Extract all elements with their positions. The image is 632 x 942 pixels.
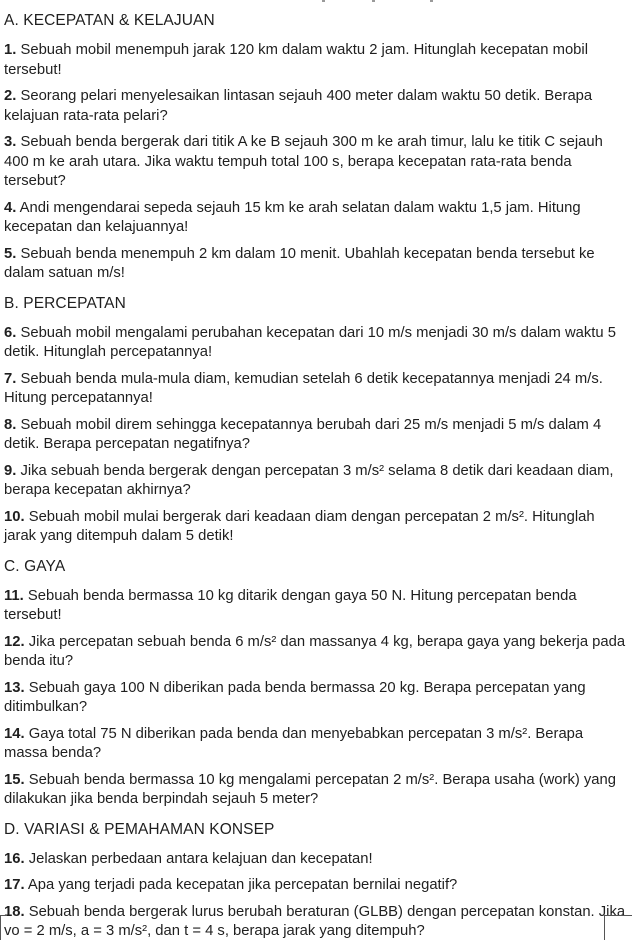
question-text: Gaya total 75 N diberikan pada benda dan menyebabkan percepatan 3 m/s². Berapa massa benda? (4, 725, 584, 761)
section-b (4, 293, 628, 547)
question-item (4, 679, 628, 718)
question-number: 2. (4, 88, 17, 104)
question-text: Andi mengendarai sepeda sejauh 15 km ke arah selatan dalam waktu 1,5 jam. Hitung kecepatan dan kelajuannya! (4, 199, 581, 235)
question-text: Sebuah benda menempuh 2 km dalam 10 menit. Ubahlah kecepatan benda tersebut ke dalam satuan m/s! (4, 245, 595, 281)
section-heading: B. PERCEPATAN (4, 294, 126, 312)
question-text: Sebuah mobil menempuh jarak 120 km dalam waktu 2 jam. Hitunglah kecepatan mobil tersebut! (4, 42, 588, 78)
answer-box-right-edge (604, 915, 632, 940)
question-item (4, 850, 628, 870)
question-number: 4. (4, 199, 17, 216)
question-item (4, 587, 628, 626)
question-text: Sebuah mobil direm sehingga kecepatannya berubah dari 25 m/s menjadi 5 m/s dalam 4 detik. Berapa percepatan negatifnya? (4, 416, 602, 452)
question-text: Sebuah benda bermassa 10 kg ditarik dengan gaya 50 N. Hitung percepatan benda tersebut! (4, 587, 577, 623)
question-text: Jika sebuah benda bergerak dengan percepatan 3 m/s² selama 8 detik dari keadaan diam, berapa kecepatan akhirnya? (4, 462, 614, 498)
question-item (4, 199, 628, 238)
question-number: 5. (4, 245, 17, 262)
question-number: 8. (4, 416, 17, 433)
question-item (4, 416, 628, 455)
section-heading: A. KECEPATAN & KELAJUAN (4, 12, 215, 29)
question-number: 1. (4, 42, 17, 58)
question-text: Jelaskan perbedaan antara kelajuan dan kecepatan! (28, 850, 373, 867)
question-text: Seorang pelari menyelesaikan lintasan sejauh 400 meter dalam waktu 50 detik. Berapa kelajuan rata-rata pelari? (4, 88, 593, 124)
question-item (4, 87, 628, 126)
question-item (4, 876, 628, 896)
question-item (4, 462, 628, 501)
question-item (4, 41, 628, 80)
question-number: 11. (4, 587, 24, 604)
question-number: 17. (4, 877, 25, 893)
question-item (4, 370, 628, 409)
question-number: 10. (4, 508, 25, 525)
question-item (4, 725, 628, 764)
question-text: Sebuah mobil mengalami perubahan kecepatan dari 10 m/s menjadi 30 m/s dalam waktu 5 detik. Hitunglah percepatannya! (4, 324, 616, 360)
question-number: 15. (4, 771, 25, 788)
question-number: 9. (4, 462, 17, 479)
worksheet-content (4, 10, 628, 942)
question-number: 3. (4, 134, 17, 150)
section-c (4, 556, 628, 810)
question-text: Jika percepatan sebuah benda 6 m/s² dan massanya 4 kg, berapa gaya yang bekerja pada benda itu? (4, 633, 626, 669)
question-number: 13. (4, 679, 25, 696)
section-heading: D. VARIASI & PEMAHAMAN KONSEP (4, 820, 275, 838)
question-item (4, 133, 628, 192)
section-heading: C. GAYA (4, 557, 66, 575)
question-text: Sebuah benda bergerak dari titik A ke B sejauh 300 m ke arah timur, lalu ke titik C sejauh 400 m ke arah utara. Jika waktu tempuh total 100 s, berapa kecepatan rata-rata benda tersebut? (4, 134, 603, 189)
question-number: 18. (4, 903, 25, 920)
question-item (4, 245, 628, 284)
question-number: 7. (4, 370, 17, 387)
question-item (4, 324, 628, 363)
question-number: 16. (4, 850, 25, 867)
section-d (4, 819, 628, 942)
question-number: 14. (4, 725, 25, 742)
top-edge-artifacts (0, 0, 632, 4)
answer-box-left-edge (0, 915, 7, 940)
question-text: Sebuah benda bergerak lurus berubah beraturan (GLBB) dengan percepatan konstan. Jika vo = 2 m/s, a = 3 m/s², dan t = 4 s, berapa jarak yang ditempuh? (4, 903, 626, 939)
question-item (4, 903, 628, 942)
question-text: Apa yang terjadi pada kecepatan jika percepatan bernilai negatif? (27, 877, 458, 893)
question-text: Sebuah benda bermassa 10 kg mengalami percepatan 2 m/s². Berapa usaha (work) yang dilakukan jika benda berpindah sejauh 5 meter? (4, 771, 616, 807)
question-item (4, 508, 628, 547)
question-number: 12. (4, 633, 25, 650)
question-number: 6. (4, 324, 17, 341)
question-item (4, 633, 628, 672)
question-text: Sebuah gaya 100 N diberikan pada benda bermassa 20 kg. Berapa percepatan yang ditimbulkan? (4, 679, 586, 715)
section-a (4, 10, 628, 284)
question-text: Sebuah mobil mulai bergerak dari keadaan diam dengan percepatan 2 m/s². Hitunglah jarak yang ditempuh dalam 5 detik! (4, 508, 595, 544)
question-text: Sebuah benda mula-mula diam, kemudian setelah 6 detik kecepatannya menjadi 24 m/s. Hitung percepatannya! (4, 370, 603, 406)
question-item (4, 771, 628, 810)
